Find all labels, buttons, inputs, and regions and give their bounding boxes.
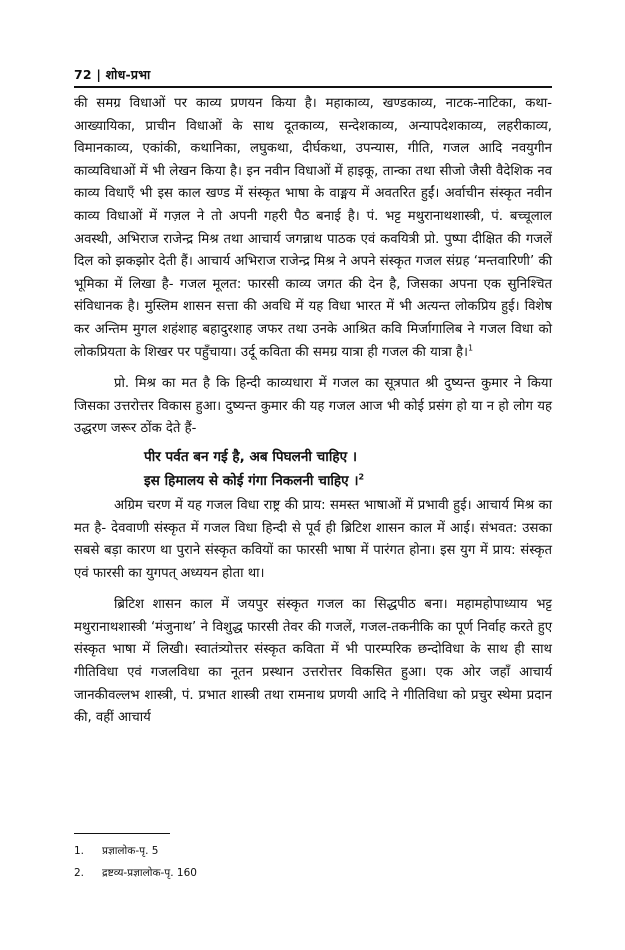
paragraph-3: अग्रिम चरण में यह गजल विधा राष्ट्र की प्राय: समस्त भाषाओं में प्रभावी हुई। आचार्य मिश्र का मत है- देववाणी संस्कृत में गजल विधा हिन्दी से पूर्व ही ब्रिटिश शासन काल में आई। संभवत: उसका सबसे बड़ा कारण था पुराने संस्कृत कवियों का फारसी भाषा में पारंगत होना। इस युग में प्राय: संस्कृत एवं फारसी का युगपत् अध्ययन होता था। (74, 497, 552, 581)
poem-line-1: पीर पर्वत बन गई है, अब पिघलनी चाहिए । (144, 448, 357, 465)
footnotes (74, 840, 552, 884)
paragraph-1-text: की समग्र विधाओं पर काव्य प्रणयन किया है। महाकाव्य, खण्डकाव्य, नाटक-नाटिका, कथा-आख्यायिका, प्राचीन विधाओं के साथ दूतकाव्य, सन्देशकाव्य, अन्यापदेशकाव्य, लहरीकाव्य, विमानकाव्य, एकांकी, कथानिका, लघुकथा, दीर्घकथा, उपन्यास, गीति, गजल आदि नवयुगीन काव्यविधाओं में भी लेखन किया है। इन नवीन विधाओं में हाइकू, तान्का तथा सीजो जैसी वैदेशिक नव काव्य विधाएँ भी इस काल खण्ड में संस्कृत भाषा के वाङ्मय में अवतरित हुईं। अर्वाचीन संस्कृत नवीन काव्य विधाओं में गज़ल ने तो अपनी गहरी पैठ बनाई है। पं. भट्ट मथुरानाथशास्त्री, पं. बच्चूलाल अवस्थी, अभिराज राजेन्द्र मिश्र तथा आचार्य जगन्नाथ पाठक एवं कवयित्री प्रो. पुष्पा दीक्षित की गजलें दिल को झकझोर देती हैं। आचार्य अभिराज राजेन्द्र मिश्र ने अपने संस्कृत गजल संग्रह ‘मन्तवारिणी’ की भूमिका में लिखा है- गजल मूलत: फारसी काव्य जगत की देन है, जिसका अपना एक सुनिश्चित संविधानक है। मुस्लिम शासन सत्ता की अवधि में यह विधा भारत में भी अत्यन्त लोकप्रिय हुई। विशेष कर अन्तिम मुगल शहंशाह बहादुरशाह जफर तथा उनके आश्रित कवि मिर्जागालिब ने गजल विधा को लोकप्रियता के शिखर पर पहुँचाया। उर्दू कविता की समग्र यात्रा ही गजल की यात्रा है। (74, 96, 552, 360)
body-text (74, 93, 552, 730)
footnote-1 (74, 840, 552, 862)
footnote-text: द्रष्टव्य-प्रज्ञालोक-पृ. 160 (102, 867, 197, 879)
paragraph-4: ब्रिटिश शासन काल में जयपुर संस्कृत गजल का सिद्धपीठ बना। महामहोपाध्याय भट्ट मथुरानाथशास्त्री ‘मंजुनाथ’ ने विशुद्ध फारसी तेवर की गजलें, गजल-तकनीकि का पूर्ण निर्वाह करते हुए संस्कृत भाषा में लिखी। स्वातंत्र्योत्तर संस्कृत कविता में भी पारम्परिक छन्दोविधा के साथ ही साथ गीतिविधा एवं गजलविधा का नूतन प्रस्थान उत्तरोत्तर विकसित हुआ। एक ओर जहाँ आचार्य जानकीवल्लभ शास्त्री, पं. प्रभात शास्त्री तथा रामनाथ प्रणयी आदि ने गीतिविधा को प्रचुर स्थेमा प्रदान की, वहीं आचार्य (74, 597, 552, 726)
poem-line-2-text: इस हिमालय से कोई गंगा निकलनी चाहिए । (144, 472, 359, 489)
footnote-ref-1: 1 (468, 343, 474, 353)
poem-line-2 (144, 469, 552, 493)
paragraph-1 (74, 93, 552, 364)
footnote-rule (74, 833, 170, 834)
poem-quote (74, 445, 552, 493)
footnote-2 (74, 862, 552, 884)
footnote-number: 2. (74, 867, 85, 879)
footnote-number: 1. (74, 845, 85, 857)
footnote-ref-2: 2 (358, 472, 365, 482)
footnote-text: प्रज्ञालोक-पृ. 5 (102, 845, 159, 857)
paragraph-2: प्रो. मिश्र का मत है कि हिन्दी काव्यधारा में गजल का सूत्रपात श्री दुष्यन्त कुमार ने किया जिसका उत्तरोत्तर विकास हुआ। दुष्यन्त कुमार की यह गजल आज भी कोई प्रसंग हो या न हो लोग यह उद्धरण जरूर ठोंक देते हैं- (74, 376, 552, 437)
header-rule (74, 86, 552, 88)
running-header: 72 | शोध-प्रभा (74, 67, 151, 82)
